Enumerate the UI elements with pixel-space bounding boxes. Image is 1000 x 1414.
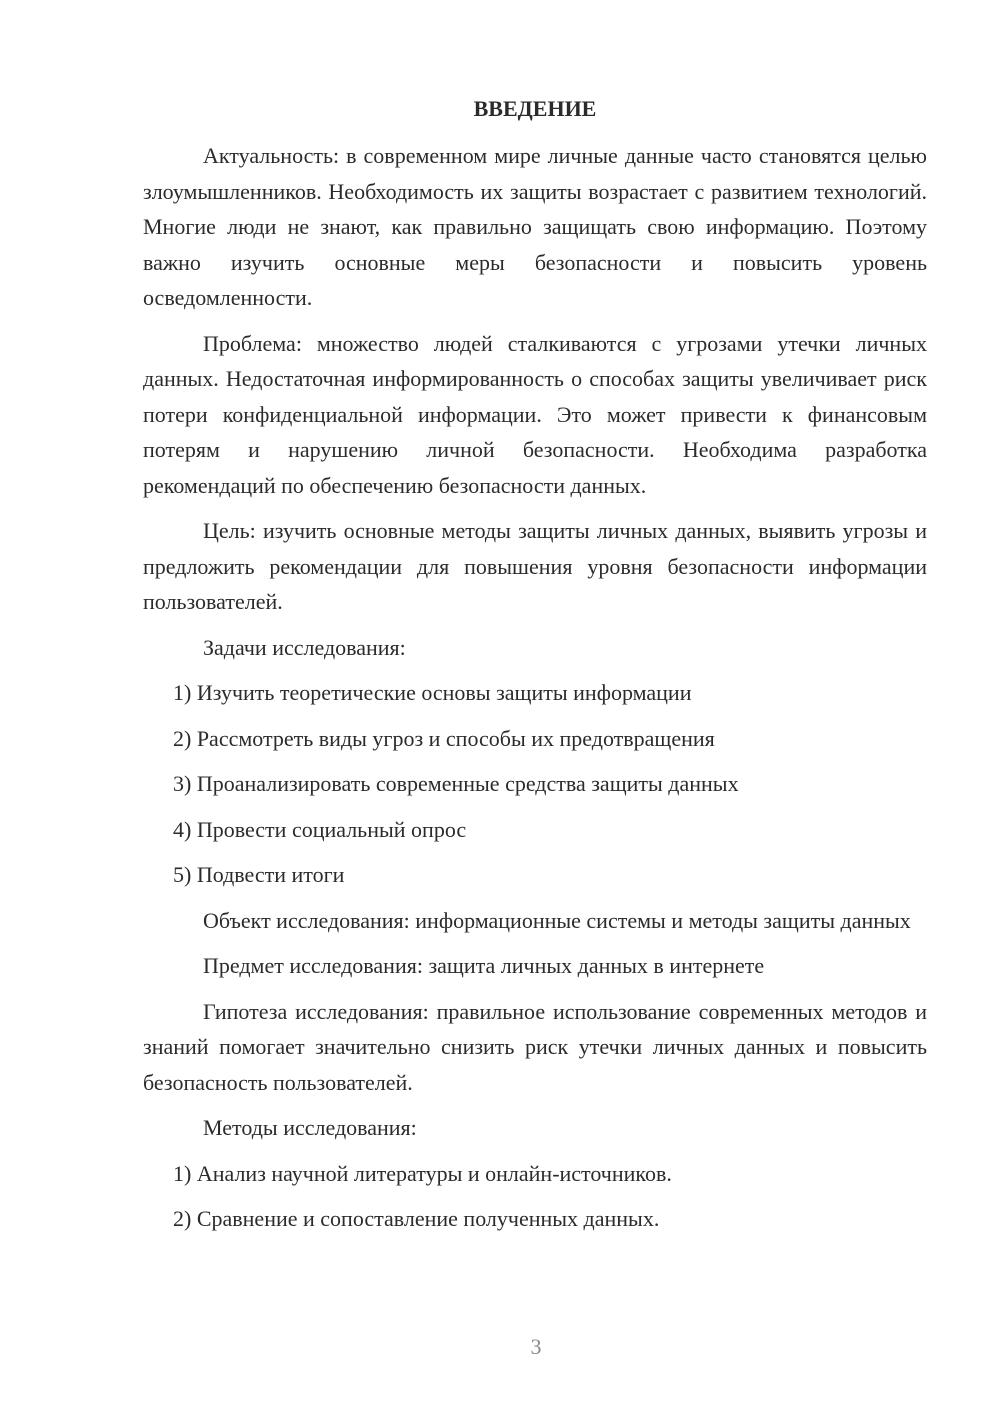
subject-paragraph: Предмет исследования: защита личных данных в интернете — [203, 953, 765, 978]
section-title: ВВЕДЕНИЕ — [473, 96, 597, 121]
methods-heading: Методы исследования: — [203, 1115, 417, 1140]
task-item: 3) Проанализировать современные средства защиты данных — [173, 771, 739, 796]
task-item: 2) Рассмотреть виды угроз и способы их предотвращения — [173, 725, 715, 751]
method-item: 2) Сравнение и сопоставление полученных данных. — [173, 1206, 660, 1231]
hypothesis-paragraph: Гипотеза исследования: правильное использование современных методов и знаний помогает значительно снизить риск утечки личных данных и повысить безопасность пользователей. — [143, 998, 927, 1095]
problem-paragraph: Проблема: множество людей сталкиваются с угрозами утечки личных данных. Недостаточная информированность о способах защиты увеличивает риск потери конфиденциальной информации. Это может привести к финансовым потерям и нарушению личной безопасности. Необходима разработка рекомендаций по обеспечению безопасности данных. — [143, 330, 927, 498]
method-item: 1) Анализ научной литературы и онлайн-источников. — [173, 1160, 672, 1186]
page-number: 3 — [530, 1334, 542, 1359]
task-item: 1) Изучить теоретические основы защиты информации — [173, 680, 692, 705]
goal-paragraph: Цель: изучить основные методы защиты личных данных, выявить угрозы и предложить рекомендации для повышения уровня безопасности информации пользователей. — [143, 518, 927, 614]
task-item: 5) Подвести итоги — [173, 862, 345, 887]
methods-list — [143, 1156, 927, 1237]
object-paragraph: Объект исследования: информационные системы и методы защиты данных — [203, 907, 911, 933]
task-item: 4) Провести социальный опрос — [173, 816, 467, 842]
tasks-heading: Задачи исследования: — [203, 634, 406, 660]
relevance-paragraph: Актуальность: в современном мире личные данные часто становятся целью злоумышленников. Необходимость их защиты возрастает с развитием технологий. Многие люди не знают, как правильно защищать свою информацию. Поэтому важно изучить основные меры безопасности и повысить уровень осведомленности. — [143, 143, 927, 310]
page-content — [143, 94, 927, 1247]
tasks-list — [143, 675, 927, 893]
